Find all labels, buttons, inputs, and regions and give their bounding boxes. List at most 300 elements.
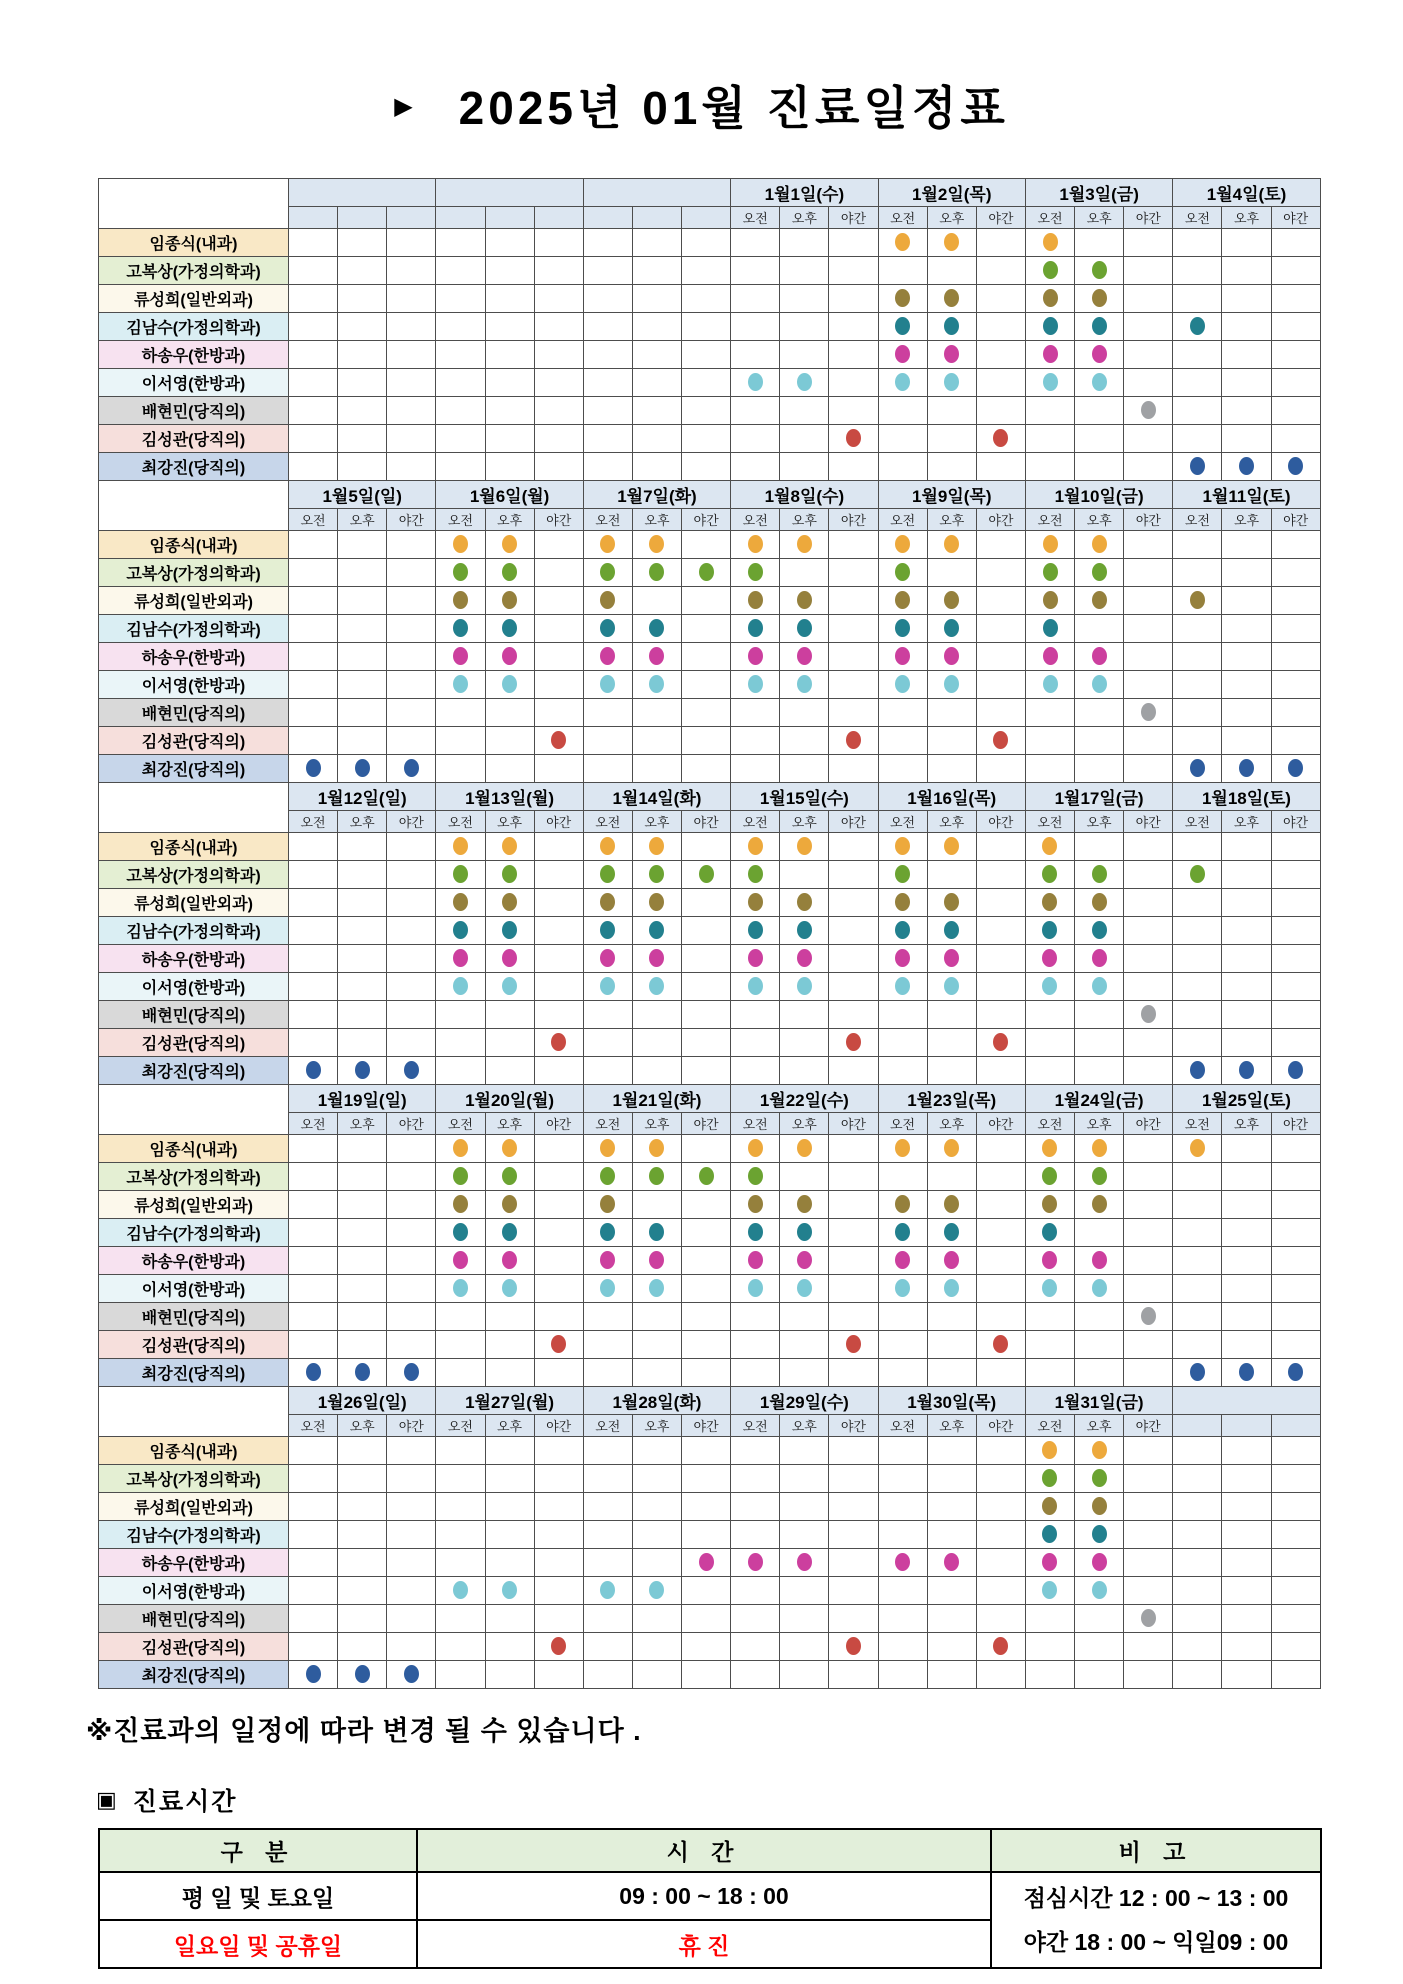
schedule-cell: [583, 643, 632, 671]
doctor-name-cell: 하송우(한방과): [99, 945, 289, 973]
slot-header-cell: 오후: [780, 509, 829, 531]
schedule-cell: [878, 1247, 927, 1275]
schedule-cell: [829, 889, 878, 917]
schedule-cell: [338, 369, 387, 397]
schedule-cell: [1075, 1163, 1124, 1191]
schedule-cell: [289, 1029, 338, 1057]
schedule-cell: [632, 453, 681, 481]
schedule-cell: [436, 727, 485, 755]
schedule-dot: [404, 1665, 419, 1683]
doctor-name-cell: 김남수(가정의학과): [99, 1521, 289, 1549]
doctor-row: [99, 1465, 1321, 1493]
schedule-cell: [436, 1521, 485, 1549]
schedule-cell: [534, 1359, 583, 1387]
schedule-cell: [927, 229, 976, 257]
schedule-cell: [1124, 917, 1173, 945]
schedule-cell: [927, 973, 976, 1001]
slot-header-cell: 오전: [731, 811, 780, 833]
schedule-cell: [1222, 1303, 1271, 1331]
schedule-cell: [927, 425, 976, 453]
schedule-cell: [1173, 229, 1222, 257]
schedule-cell: [387, 1437, 436, 1465]
schedule-cell: [632, 369, 681, 397]
schedule-dot: [355, 1061, 370, 1079]
schedule-cell: [485, 1661, 534, 1689]
schedule-cell: [387, 833, 436, 861]
date-header-cell: 1월18일(토): [1173, 783, 1320, 811]
schedule-cell: [1075, 1493, 1124, 1521]
schedule-cell: [682, 861, 731, 889]
schedule-cell: [1124, 973, 1173, 1001]
schedule-cell: [387, 945, 436, 973]
schedule-dot: [748, 837, 763, 855]
schedule-cell: [1025, 615, 1074, 643]
schedule-cell: [927, 341, 976, 369]
doctor-name-cell: 최강진(당직의): [99, 1057, 289, 1085]
schedule-cell: [731, 1001, 780, 1029]
schedule-cell: [387, 229, 436, 257]
slot-header-cell: 야간: [534, 509, 583, 531]
schedule-cell: [1173, 1191, 1222, 1219]
schedule-dot: [1239, 759, 1254, 777]
schedule-dot: [797, 977, 812, 995]
schedule-cell: [1271, 313, 1320, 341]
schedule-cell: [927, 671, 976, 699]
schedule-dot: [453, 591, 468, 609]
schedule-cell: [780, 1275, 829, 1303]
schedule-cell: [387, 1493, 436, 1521]
schedule-cell: [780, 889, 829, 917]
schedule-cell: [1173, 1331, 1222, 1359]
schedule-cell: [976, 861, 1025, 889]
hours-header-category: 구 분: [99, 1829, 417, 1872]
schedule-cell: [682, 1001, 731, 1029]
doctor-name-cell: 최강진(당직의): [99, 1359, 289, 1387]
schedule-cell: [976, 945, 1025, 973]
schedule-cell: [878, 945, 927, 973]
schedule-dot: [502, 893, 517, 911]
doctor-row: [99, 1247, 1321, 1275]
schedule-cell: [583, 1029, 632, 1057]
schedule-cell: [289, 313, 338, 341]
schedule-cell: [1271, 531, 1320, 559]
schedule-cell: [731, 1303, 780, 1331]
schedule-cell: [1271, 341, 1320, 369]
week-table: [98, 480, 1321, 783]
schedule-cell: [583, 1549, 632, 1577]
date-header-cell: [436, 179, 583, 207]
schedule-cell: [387, 559, 436, 587]
schedule-cell: [731, 1493, 780, 1521]
schedule-cell: [1124, 1163, 1173, 1191]
schedule-cell: [1075, 257, 1124, 285]
schedule-cell: [731, 1275, 780, 1303]
schedule-dot: [1042, 1195, 1057, 1213]
schedule-dot: [355, 759, 370, 777]
date-header-cell: 1월16일(목): [878, 783, 1025, 811]
schedule-cell: [534, 755, 583, 783]
schedule-cell: [976, 889, 1025, 917]
schedule-cell: [1222, 833, 1271, 861]
schedule-cell: [289, 257, 338, 285]
slot-header-cell: 오전: [583, 509, 632, 531]
schedule-cell: [1173, 531, 1222, 559]
schedule-cell: [1075, 341, 1124, 369]
lunch-time-remark: 점심시간 12 : 00 ~ 13 : 00: [1023, 1885, 1289, 1911]
schedule-cell: [436, 341, 485, 369]
schedule-cell: [976, 1247, 1025, 1275]
schedule-dot: [502, 949, 517, 967]
schedule-cell: [436, 453, 485, 481]
schedule-dot: [1092, 1497, 1107, 1515]
schedule-cell: [1271, 1303, 1320, 1331]
schedule-cell: [1271, 917, 1320, 945]
schedule-cell: [387, 1135, 436, 1163]
schedule-cell: [1075, 1191, 1124, 1219]
doctor-name-cell: 이서영(한방과): [99, 973, 289, 1001]
doctor-name-cell: 류성희(일반외과): [99, 1493, 289, 1521]
schedule-cell: [289, 1275, 338, 1303]
schedule-cell: [780, 1029, 829, 1057]
schedule-cell: [1124, 1605, 1173, 1633]
night-time-remark: 야간 18 : 00 ~ 익일09 : 00: [1023, 1929, 1289, 1955]
schedule-dot: [600, 893, 615, 911]
schedule-dot: [895, 289, 910, 307]
schedule-cell: [338, 587, 387, 615]
schedule-cell: [289, 945, 338, 973]
schedule-cell: [1271, 833, 1320, 861]
schedule-cell: [485, 1057, 534, 1085]
schedule-cell: [583, 397, 632, 425]
schedule-cell: [1025, 861, 1074, 889]
schedule-cell: [1222, 1001, 1271, 1029]
schedule-cell: [583, 229, 632, 257]
schedule-cell: [387, 1275, 436, 1303]
schedule-dot: [846, 731, 861, 749]
schedule-cell: [1124, 945, 1173, 973]
schedule-dot: [453, 1195, 468, 1213]
slot-header-cell: 야간: [976, 1415, 1025, 1437]
doctor-name-cell: 김성관(당직의): [99, 727, 289, 755]
date-header-cell: 1월4일(토): [1173, 179, 1320, 207]
schedule-cell: [976, 1029, 1025, 1057]
schedule-cell: [1271, 369, 1320, 397]
schedule-dot: [1141, 703, 1156, 721]
slot-header-cell: 오후: [1222, 1113, 1271, 1135]
schedule-cell: [829, 1605, 878, 1633]
week-corner-cell: [99, 1387, 289, 1437]
schedule-cell: [632, 755, 681, 783]
schedule-cell: [780, 727, 829, 755]
schedule-cell: [1025, 889, 1074, 917]
schedule-cell: [338, 861, 387, 889]
schedule-dot: [600, 647, 615, 665]
schedule-cell: [780, 1001, 829, 1029]
schedule-cell: [436, 945, 485, 973]
slot-header-cell: 오전: [731, 207, 780, 229]
schedule-dot: [1042, 1223, 1057, 1241]
schedule-dot: [1288, 759, 1303, 777]
doctor-row: [99, 1549, 1321, 1577]
schedule-cell: [1025, 699, 1074, 727]
schedule-cell: [485, 1219, 534, 1247]
schedule-cell: [583, 1001, 632, 1029]
schedule-cell: [436, 1633, 485, 1661]
schedule-cell: [289, 1247, 338, 1275]
schedule-cell: [878, 917, 927, 945]
schedule-cell: [829, 1359, 878, 1387]
schedule-cell: [1025, 1549, 1074, 1577]
schedule-cell: [632, 643, 681, 671]
schedule-cell: [289, 1437, 338, 1465]
schedule-cell: [1173, 1521, 1222, 1549]
schedule-cell: [632, 257, 681, 285]
schedule-cell: [878, 1465, 927, 1493]
schedule-dot: [1042, 1497, 1057, 1515]
schedule-cell: [485, 229, 534, 257]
schedule-cell: [1075, 1661, 1124, 1689]
date-header-cell: 1월21일(화): [583, 1085, 730, 1113]
schedule-cell: [338, 1247, 387, 1275]
slot-header-cell: 야간: [534, 1415, 583, 1437]
date-header-cell: 1월20일(월): [436, 1085, 583, 1113]
schedule-dot: [748, 977, 763, 995]
slot-header-cell: 오전: [1173, 811, 1222, 833]
slot-header-cell: 오전: [878, 1113, 927, 1135]
schedule-cell: [878, 1521, 927, 1549]
schedule-cell: [829, 1163, 878, 1191]
schedule-cell: [1124, 313, 1173, 341]
schedule-dot: [748, 373, 763, 391]
schedule-cell: [436, 229, 485, 257]
schedule-dot: [944, 1139, 959, 1157]
schedule-cell: [436, 889, 485, 917]
schedule-cell: [534, 531, 583, 559]
schedule-cell: [583, 1577, 632, 1605]
schedule-cell: [927, 559, 976, 587]
schedule-cell: [682, 313, 731, 341]
schedule-cell: [289, 727, 338, 755]
schedule-cell: [731, 397, 780, 425]
schedule-cell: [1025, 341, 1074, 369]
schedule-dot: [551, 1335, 566, 1353]
schedule-cell: [436, 861, 485, 889]
schedule-dot: [600, 1223, 615, 1241]
schedule-cell: [338, 973, 387, 1001]
schedule-dot: [453, 949, 468, 967]
schedule-cell: [1124, 727, 1173, 755]
schedule-cell: [534, 341, 583, 369]
schedule-cell: [1173, 285, 1222, 313]
schedule-cell: [436, 531, 485, 559]
date-header-cell: 1월28일(화): [583, 1387, 730, 1415]
doctor-row: [99, 1163, 1321, 1191]
schedule-dot: [797, 949, 812, 967]
schedule-cell: [289, 755, 338, 783]
schedule-cell: [829, 257, 878, 285]
schedule-dot: [1190, 457, 1205, 475]
schedule-cell: [338, 397, 387, 425]
schedule-cell: [534, 1057, 583, 1085]
schedule-cell: [289, 285, 338, 313]
schedule-cell: [338, 1029, 387, 1057]
schedule-cell: [485, 1521, 534, 1549]
schedule-cell: [632, 889, 681, 917]
schedule-cell: [436, 1303, 485, 1331]
schedule-cell: [289, 1191, 338, 1219]
schedule-cell: [485, 1275, 534, 1303]
schedule-cell: [1025, 1437, 1074, 1465]
schedule-cell: [632, 861, 681, 889]
schedule-cell: [780, 945, 829, 973]
schedule-cell: [1271, 587, 1320, 615]
schedule-cell: [1075, 1275, 1124, 1303]
schedule-cell: [682, 285, 731, 313]
schedule-cell: [534, 1465, 583, 1493]
schedule-cell: [1271, 1437, 1320, 1465]
schedule-dot: [453, 647, 468, 665]
schedule-cell: [1124, 1331, 1173, 1359]
schedule-cell: [1222, 1549, 1271, 1577]
schedule-dot: [1092, 1525, 1107, 1543]
schedule-dot: [306, 759, 321, 777]
schedule-cell: [387, 973, 436, 1001]
schedule-cell: [1075, 615, 1124, 643]
schedule-cell: [485, 1029, 534, 1057]
schedule-cell: [1075, 285, 1124, 313]
schedule-cell: [682, 1275, 731, 1303]
doctor-name-cell: 이서영(한방과): [99, 1577, 289, 1605]
schedule-cell: [1124, 1057, 1173, 1085]
schedule-cell: [1025, 727, 1074, 755]
schedule-dot: [748, 535, 763, 553]
schedule-cell: [976, 973, 1025, 1001]
schedule-cell: [682, 1465, 731, 1493]
schedule-dot: [748, 675, 763, 693]
schedule-dot: [699, 1167, 714, 1185]
schedule-dot: [502, 865, 517, 883]
schedule-cell: [289, 229, 338, 257]
schedule-cell: [1271, 973, 1320, 1001]
schedule-cell: [1025, 313, 1074, 341]
schedule-cell: [387, 453, 436, 481]
schedule-cell: [1271, 1633, 1320, 1661]
schedule-dot: [355, 1363, 370, 1381]
schedule-dot: [502, 647, 517, 665]
schedule-dot: [1042, 1469, 1057, 1487]
schedule-cell: [436, 313, 485, 341]
schedule-cell: [436, 833, 485, 861]
schedule-cell: [878, 833, 927, 861]
date-header-cell: 1월22일(수): [731, 1085, 878, 1113]
schedule-cell: [927, 1135, 976, 1163]
date-header-cell: 1월1일(수): [731, 179, 878, 207]
schedule-cell: [1271, 559, 1320, 587]
schedule-cell: [534, 1135, 583, 1163]
doctor-name-cell: 김남수(가정의학과): [99, 313, 289, 341]
schedule-cell: [1025, 1359, 1074, 1387]
schedule-cell: [682, 1057, 731, 1085]
schedule-cell: [878, 755, 927, 783]
schedule-cell: [1173, 1605, 1222, 1633]
schedule-cell: [1124, 257, 1173, 285]
schedule-cell: [927, 1633, 976, 1661]
schedule-cell: [1075, 1029, 1124, 1057]
schedule-cell: [534, 1331, 583, 1359]
schedule-cell: [338, 945, 387, 973]
schedule-dot: [1043, 591, 1058, 609]
schedule-dot: [1042, 1553, 1057, 1571]
schedule-cell: [289, 1633, 338, 1661]
schedule-cell: [1173, 425, 1222, 453]
schedule-cell: [780, 917, 829, 945]
triangle-bullet-icon: ▶: [394, 93, 413, 120]
schedule-cell: [1025, 1057, 1074, 1085]
schedule-cell: [1025, 1275, 1074, 1303]
schedule-cell: [1075, 1247, 1124, 1275]
schedule-cell: [878, 425, 927, 453]
schedule-cell: [976, 1577, 1025, 1605]
schedule-dot: [944, 373, 959, 391]
schedule-cell: [927, 699, 976, 727]
schedule-cell: [829, 1521, 878, 1549]
schedule-dot: [797, 675, 812, 693]
doctor-name-cell: 류성희(일반외과): [99, 1191, 289, 1219]
schedule-cell: [1173, 1359, 1222, 1387]
schedule-dot: [600, 865, 615, 883]
schedule-cell: [731, 615, 780, 643]
schedule-cell: [583, 369, 632, 397]
schedule-dot: [1042, 1167, 1057, 1185]
schedule-cell: [485, 1605, 534, 1633]
schedule-cell: [1075, 531, 1124, 559]
schedule-cell: [1075, 1437, 1124, 1465]
schedule-dot: [502, 591, 517, 609]
schedule-cell: [1025, 833, 1074, 861]
schedule-cell: [1025, 369, 1074, 397]
schedule-dot: [895, 591, 910, 609]
doctor-row: [99, 671, 1321, 699]
schedule-cell: [1124, 643, 1173, 671]
schedule-dot: [502, 619, 517, 637]
schedule-cell: [1222, 425, 1271, 453]
schedule-dot: [748, 893, 763, 911]
schedule-dot: [797, 619, 812, 637]
schedule-cell: [387, 1057, 436, 1085]
schedule-cell: [583, 1521, 632, 1549]
slot-header-cell: 야간: [976, 1113, 1025, 1135]
schedule-cell: [485, 1493, 534, 1521]
schedule-cell: [682, 1661, 731, 1689]
schedule-cell: [1124, 755, 1173, 783]
schedule-cell: [731, 257, 780, 285]
slot-header-cell: 오전: [878, 811, 927, 833]
schedule-cell: [1222, 1577, 1271, 1605]
schedule-cell: [976, 313, 1025, 341]
schedule-dot: [1141, 401, 1156, 419]
weekday-time: 09 : 00 ~ 18 : 00: [417, 1872, 991, 1920]
slot-header-cell: 오후: [485, 1415, 534, 1437]
schedule-dot: [797, 921, 812, 939]
schedule-cell: [1025, 1493, 1074, 1521]
schedule-dot: [944, 1195, 959, 1213]
slot-header-cell: 오전: [1025, 1415, 1074, 1437]
slot-header-cell: 오전: [289, 1415, 338, 1437]
doctor-row: [99, 257, 1321, 285]
doctor-row: [99, 917, 1321, 945]
schedule-cell: [1075, 1465, 1124, 1493]
schedule-cell: [485, 973, 534, 1001]
